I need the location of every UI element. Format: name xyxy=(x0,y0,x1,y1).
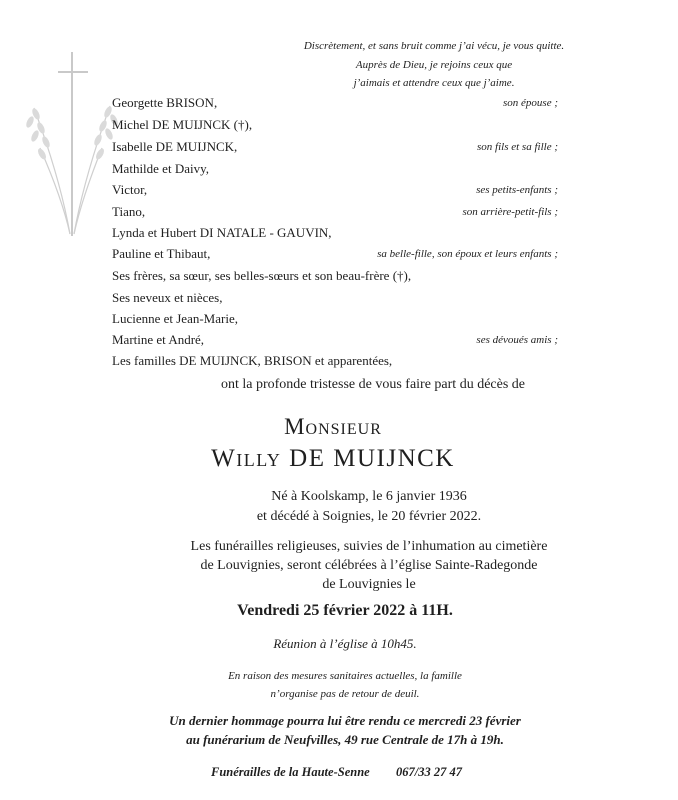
meeting-time: Réunion à l’église à 10h45. xyxy=(273,636,417,651)
homage-line-2: au funérarium de Neufvilles, 49 rue Centrale de 17h à 19h. xyxy=(186,732,504,747)
deceased-title: Monsieur xyxy=(284,414,382,439)
family-relation: ses dévoués amis ; xyxy=(476,334,558,346)
family-name: Georgette BRISON, xyxy=(112,95,218,110)
funeral-company: Funérailles de la Haute-Senne xyxy=(211,765,370,779)
opening-quote xyxy=(0,37,678,93)
funeral-phone: 067/33 27 47 xyxy=(396,765,462,779)
funeral-line-1: Les funérailles religieuses, suivies de l’inhumation au cimetière xyxy=(190,539,548,554)
quote-line-1: Discrètement, et sans bruit comme j’ai vécu, je vous quitte. xyxy=(303,40,565,52)
family-relation: son épouse ; xyxy=(503,97,558,109)
announcement-text: ont la profonde tristesse de vous faire part du décès de xyxy=(220,377,525,392)
family-name: Ses frères, sa sœur, ses belles-sœurs et son beau-frère (†), xyxy=(112,268,412,283)
quote-line-2: Auprès de Dieu, je rejoins ceux que xyxy=(355,58,513,71)
family-name: Michel DE MUIJNCK (†), xyxy=(112,117,253,132)
family-relation: son fils et sa fille ; xyxy=(477,141,558,153)
homage-line-1: Un dernier hommage pourra lui être rendu ce mercredi 23 février xyxy=(169,713,521,728)
deceased-name: Willy DE MUIJNCK xyxy=(211,445,455,472)
sanitary-line-2: n’organise pas de retour de deuil. xyxy=(270,688,420,700)
funeral-line-2: de Louvignies, seront célébrées à l’église Sainte-Radegonde xyxy=(200,558,538,573)
family-relation: son arrière-petit-fils ; xyxy=(462,206,558,218)
funeral-date: Vendredi 25 février 2022 à 11H. xyxy=(237,602,453,619)
funeral-line-3: de Louvignies le xyxy=(322,577,416,592)
family-name: Pauline et Thibaut, xyxy=(112,246,211,261)
family-relation: ses petits-enfants ; xyxy=(476,184,558,196)
death-info: et décédé à Soignies, le 20 février 2022. xyxy=(256,509,482,524)
family-name: Les familles DE MUIJNCK, BRISON et apparentées, xyxy=(112,353,393,368)
family-name: Isabelle DE MUIJNCK, xyxy=(112,139,238,154)
quote-line-3: j’aimais et attendre ceux que j’aime. xyxy=(353,77,515,89)
sanitary-line-1: En raison des mesures sanitaires actuelles, la famille xyxy=(228,670,462,682)
family-name: Victor, xyxy=(112,182,148,197)
family-name: Mathilde et Daivy, xyxy=(112,161,209,176)
family-name: Tiano, xyxy=(112,204,146,219)
family-name: Lucienne et Jean-Marie, xyxy=(112,311,238,326)
family-name: Martine et André, xyxy=(112,332,205,347)
family-name: Ses neveux et nièces, xyxy=(112,290,223,305)
birth-info: Né à Koolskamp, le 6 janvier 1936 xyxy=(271,489,467,504)
family-name: Lynda et Hubert DI NATALE - GAUVIN, xyxy=(112,225,332,240)
family-relation: sa belle-fille, son époux et leurs enfants ; xyxy=(377,248,558,260)
